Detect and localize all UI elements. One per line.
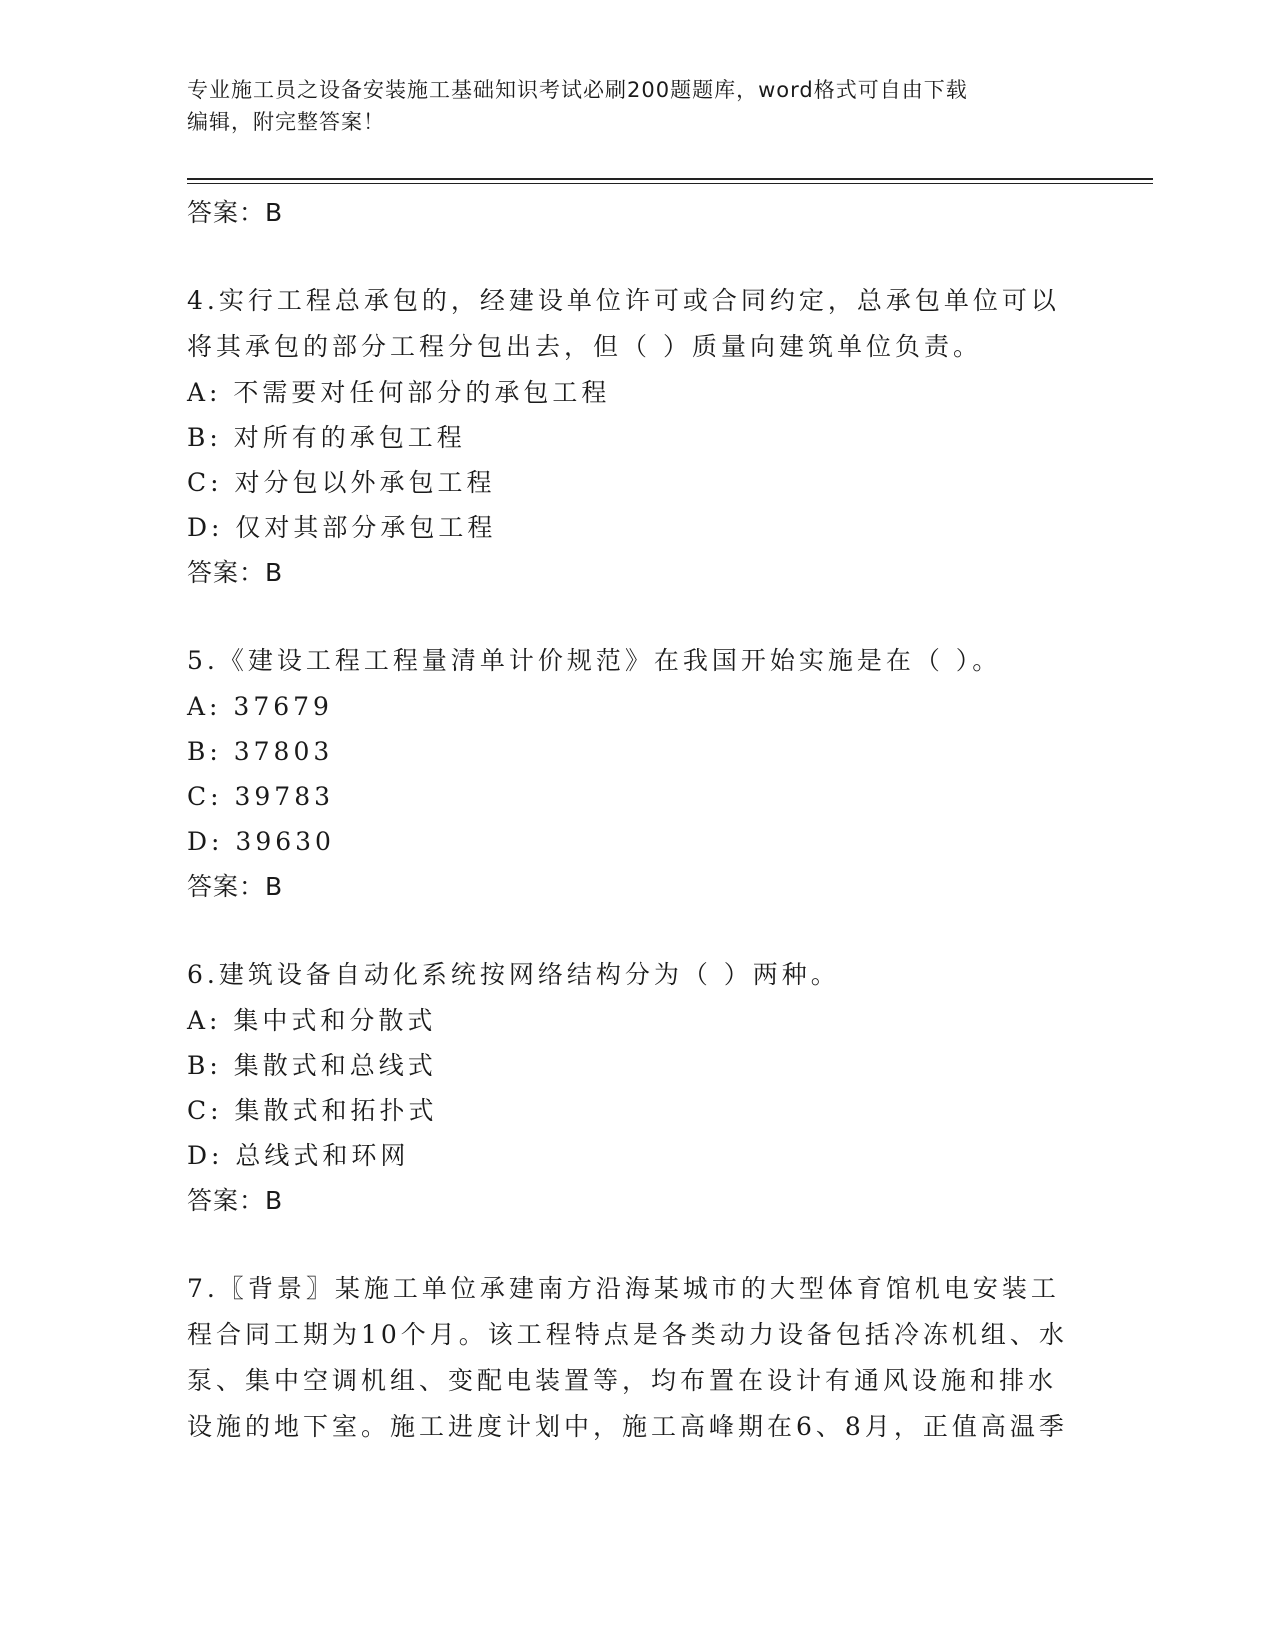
- option-b: B: 集散式和总线式: [187, 1051, 437, 1080]
- question-stem-line: 泵、集中空调机组、变配电装置等，均布置在设计有通风设施和排水: [187, 1366, 1058, 1395]
- question-block: [187, 278, 1087, 595]
- answer-line: 答案：B: [187, 1186, 284, 1215]
- spacer: [187, 909, 1087, 952]
- spacer: [187, 595, 1087, 638]
- option-a: A: 集中式和分散式: [187, 1006, 437, 1035]
- answer-line: 答案：B: [187, 558, 284, 587]
- option-a: A: 37679: [187, 692, 333, 721]
- option-c: C: 对分包以外承包工程: [187, 468, 496, 497]
- spacer: [187, 235, 1087, 278]
- question-stem-line: 5.《建设工程工程量清单计价规范》在我国开始实施是在（ ）。: [187, 646, 1002, 675]
- question-stem-line: 将其承包的部分工程分包出去，但（ ）质量向建筑单位负责。: [187, 332, 982, 361]
- question-block: [187, 638, 1087, 909]
- option-d: D: 39630: [187, 827, 335, 856]
- question-stem-line: 6.建筑设备自动化系统按网络结构分为（ ）两种。: [187, 960, 840, 989]
- option-c: C: 集散式和拓扑式: [187, 1096, 438, 1125]
- question-stem-line: 4.实行工程总承包的，经建设单位许可或合同约定，总承包单位可以: [187, 286, 1060, 315]
- document-header: [187, 74, 1087, 138]
- option-b: B: 37803: [187, 737, 334, 766]
- question-block: [187, 1266, 1087, 1450]
- question-stem-line: 7.〖背景〗某施工单位承建南方沿海某城市的大型体育馆机电安装工: [187, 1274, 1060, 1303]
- header-line-2: 编辑，附完整答案！: [187, 110, 385, 134]
- question-block: [187, 952, 1087, 1223]
- answer-line: 答案：B: [187, 198, 284, 227]
- option-d: D: 仅对其部分承包工程: [187, 513, 497, 542]
- question-stem-line: 设施的地下室。施工进度计划中，施工高峰期在6、8月，正值高温季: [187, 1412, 1068, 1441]
- spacer: [187, 1223, 1087, 1266]
- option-b: B: 对所有的承包工程: [187, 423, 466, 452]
- option-d: D: 总线式和环网: [187, 1141, 410, 1170]
- document-body: [187, 190, 1087, 1450]
- answer-line: 答案：B: [187, 872, 284, 901]
- question-stem-line: 程合同工期为10个月。该工程特点是各类动力设备包括冷冻机组、水: [187, 1320, 1068, 1349]
- option-c: C: 39783: [187, 782, 335, 811]
- header-line-1: 专业施工员之设备安装施工基础知识考试必刷200题题库，word格式可自由下载: [187, 78, 968, 102]
- header-divider-thick: [187, 178, 1153, 180]
- header-divider-thin: [187, 183, 1153, 184]
- option-a: A: 不需要对任何部分的承包工程: [187, 378, 611, 407]
